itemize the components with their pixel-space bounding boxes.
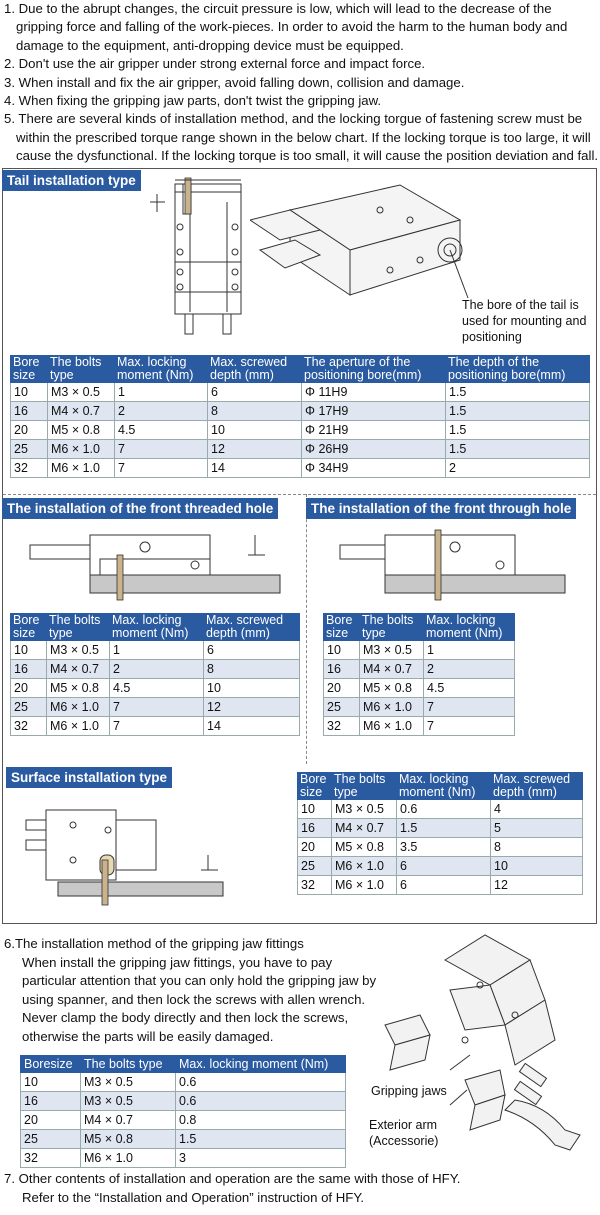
callout-line-1: The bore of the tail is: [462, 298, 579, 312]
table-cell: M6 × 1.0: [47, 717, 110, 736]
table-cell: M5 × 0.8: [47, 679, 110, 698]
col-max-locking-moment: Max. locking moment (Nm): [397, 773, 491, 800]
table-row: [298, 876, 583, 895]
table-cell: Φ 21H9: [302, 421, 446, 440]
table-cell: 12: [204, 698, 300, 717]
table-cell: 1.5: [446, 440, 590, 459]
front-threaded-drawing: [20, 525, 290, 605]
table-cell: 2: [446, 459, 590, 478]
table-cell: Φ 11H9: [302, 383, 446, 402]
table-cell: 32: [11, 459, 48, 478]
table-cell: 4.5: [110, 679, 204, 698]
table-cell: 1: [424, 641, 515, 660]
table-cell: 1.5: [176, 1130, 346, 1149]
separator-line: [306, 494, 307, 764]
table-cell: 16: [21, 1092, 81, 1111]
table-cell: M5 × 0.8: [360, 679, 424, 698]
table-cell: Φ 26H9: [302, 440, 446, 459]
exterior-arm-line-2: (Accessorie): [369, 1134, 439, 1148]
exterior-arm-line-1: Exterior arm: [369, 1118, 438, 1132]
table-cell: 6: [204, 641, 300, 660]
table-cell: 20: [21, 1111, 81, 1130]
table-cell: 16: [11, 402, 48, 421]
table-cell: 20: [324, 679, 360, 698]
table-cell: 10: [208, 421, 302, 440]
table-cell: M4 × 0.7: [48, 402, 115, 421]
table-cell: 1: [115, 383, 208, 402]
col-bolts-type: The bolts type: [81, 1056, 176, 1073]
col-bolts-type: The bolts type: [360, 614, 424, 641]
front-threaded-spec-table: [10, 613, 300, 736]
note-2: 2. Don't use the air gripper under strong external force and impact force.: [4, 56, 426, 72]
table-cell: 1: [110, 641, 204, 660]
callout-line-2: used for mounting and: [462, 314, 587, 328]
table-cell: 25: [11, 440, 48, 459]
table-cell: 7: [110, 698, 204, 717]
tail-front-view-drawing: [145, 172, 255, 347]
table-header-row: [11, 614, 300, 641]
table-cell: 6: [397, 857, 491, 876]
col-positioning-bore-depth: The depth of the positioning bore(mm): [446, 356, 590, 383]
installation-notes: [4, 0, 600, 166]
table-cell: 8: [204, 660, 300, 679]
table-row: [298, 838, 583, 857]
note-5: 5. There are several kinds of installation method, and the locking torgue of fastening screw must be within the prescribed torque range shown in the below chart. If the locking torque is too large, it will cause the dysfunctional. If the locking torque is too small, it will cause the position deviation and fall.: [4, 111, 599, 164]
table-cell: M6 × 1.0: [81, 1149, 176, 1168]
table-cell: 10: [204, 679, 300, 698]
table-cell: 20: [11, 679, 47, 698]
table-row: [11, 717, 300, 736]
table-cell: 7: [110, 717, 204, 736]
table-cell: 14: [204, 717, 300, 736]
front-through-spec-table: [323, 613, 515, 736]
table-cell: 2: [110, 660, 204, 679]
table-row: [324, 679, 515, 698]
table-row: [298, 800, 583, 819]
table-cell: 16: [11, 660, 47, 679]
jaw-fittings-spec-table: [20, 1055, 346, 1168]
table-cell: M4 × 0.7: [47, 660, 110, 679]
table-cell: 0.6: [397, 800, 491, 819]
table-cell: 2: [424, 660, 515, 679]
table-cell: M5 × 0.8: [332, 838, 397, 857]
table-cell: M3 × 0.5: [48, 383, 115, 402]
table-cell: 7: [424, 717, 515, 736]
table-cell: 6: [208, 383, 302, 402]
table-cell: 25: [324, 698, 360, 717]
col-positioning-bore-aperture: The aperture of the positioning bore(mm): [302, 356, 446, 383]
table-cell: 32: [324, 717, 360, 736]
table-cell: M5 × 0.8: [48, 421, 115, 440]
col-bolts-type: The bolts type: [47, 614, 110, 641]
table-row: [324, 660, 515, 679]
front-through-title: The installation of the front through hole: [306, 498, 576, 519]
table-row: [11, 641, 300, 660]
col-bore-size: Bore size: [324, 614, 360, 641]
table-cell: M3 × 0.5: [47, 641, 110, 660]
table-cell: 32: [11, 717, 47, 736]
table-cell: 10: [324, 641, 360, 660]
table-cell: 3.5: [397, 838, 491, 857]
table-cell: 25: [21, 1130, 81, 1149]
table-cell: M6 × 1.0: [360, 717, 424, 736]
col-max-locking-moment: Max. locking moment (Nm): [176, 1056, 346, 1073]
table-row: [11, 440, 590, 459]
gripping-jaws-label: Gripping jaws: [371, 1084, 447, 1098]
table-header-row: [21, 1056, 346, 1073]
table-cell: M6 × 1.0: [360, 698, 424, 717]
step-6-heading: 6.The installation method of the gripping jaw fittings: [4, 936, 304, 951]
step-7-line-1: 7. Other contents of installation and operation are the same with those of HFY.: [4, 1171, 461, 1186]
table-row: [11, 459, 590, 478]
tail-spec-table: [10, 355, 590, 478]
table-cell: M6 × 1.0: [332, 876, 397, 895]
table-cell: M3 × 0.5: [81, 1092, 176, 1111]
table-cell: 10: [298, 800, 332, 819]
table-cell: 7: [115, 440, 208, 459]
table-cell: M6 × 1.0: [47, 698, 110, 717]
table-cell: 4: [491, 800, 583, 819]
table-row: [11, 698, 300, 717]
table-cell: 7: [115, 459, 208, 478]
table-cell: 3: [176, 1149, 346, 1168]
table-row: [21, 1092, 346, 1111]
note-1: 1. Due to the abrupt changes, the circuit pressure is low, which will lead to the decrease of the gripping force and falling of the work-pieces. In order to avoid the harm to the human body and damage to the equipment, anti-dropping device must be equipped.: [4, 1, 568, 53]
table-cell: 4.5: [115, 421, 208, 440]
table-row: [21, 1149, 346, 1168]
step-6-body: When install the gripping jaw fittings, you have to pay particular attention that you can only hold the gripping jaw by using spanner, and then lock the screws with allen wrench. Never clamp the body directly and then lock the screws, otherwise the parts will be easily damaged.: [22, 954, 377, 1044]
table-row: [21, 1111, 346, 1130]
table-header-row: [324, 614, 515, 641]
col-max-screwed-depth: Max. screwed depth (mm): [208, 356, 302, 383]
table-row: [324, 641, 515, 660]
table-row: [11, 421, 590, 440]
table-cell: 1.5: [446, 402, 590, 421]
table-cell: 32: [298, 876, 332, 895]
col-max-screwed-depth: Max. screwed depth (mm): [204, 614, 300, 641]
table-cell: M3 × 0.5: [332, 800, 397, 819]
table-cell: 6: [397, 876, 491, 895]
separator-line: [3, 494, 596, 495]
table-cell: 0.6: [176, 1073, 346, 1092]
table-cell: 4.5: [424, 679, 515, 698]
table-cell: M6 × 1.0: [48, 459, 115, 478]
table-row: [298, 819, 583, 838]
table-cell: 16: [298, 819, 332, 838]
table-cell: 20: [11, 421, 48, 440]
table-row: [11, 402, 590, 421]
tail-bore-callout: [462, 297, 586, 345]
table-cell: Φ 17H9: [302, 402, 446, 421]
note-4: 4. When fixing the gripping jaw parts, don't twist the gripping jaw.: [4, 93, 382, 109]
table-cell: 8: [208, 402, 302, 421]
col-max-locking-moment: Max. locking moment (Nm): [115, 356, 208, 383]
table-cell: 0.6: [176, 1092, 346, 1111]
table-cell: 1.5: [446, 421, 590, 440]
table-cell: M6 × 1.0: [48, 440, 115, 459]
col-max-screwed-depth: Max. screwed depth (mm): [491, 773, 583, 800]
table-cell: 32: [21, 1149, 81, 1168]
table-row: [11, 679, 300, 698]
table-cell: 10: [21, 1073, 81, 1092]
front-through-drawing: [325, 525, 575, 605]
table-cell: 1.5: [446, 383, 590, 402]
table-cell: M4 × 0.7: [360, 660, 424, 679]
tail-installation-title: Tail installation type: [2, 170, 141, 191]
table-header-row: [298, 773, 583, 800]
table-cell: M5 × 0.8: [81, 1130, 176, 1149]
table-cell: 20: [298, 838, 332, 857]
table-cell: M4 × 0.7: [81, 1111, 176, 1130]
table-cell: 8: [491, 838, 583, 857]
step-6-section: [4, 935, 384, 1047]
step-7-section: [4, 1170, 460, 1207]
table-cell: 12: [491, 876, 583, 895]
table-cell: Φ 34H9: [302, 459, 446, 478]
col-max-locking-moment: Max. locking moment (Nm): [110, 614, 204, 641]
col-bolts-type: The bolts type: [48, 356, 115, 383]
table-cell: M3 × 0.5: [360, 641, 424, 660]
table-cell: 25: [11, 698, 47, 717]
col-bore-size: Bore size: [298, 773, 332, 800]
surface-spec-table: [297, 772, 583, 895]
callout-line-3: positioning: [462, 330, 522, 344]
table-row: [324, 717, 515, 736]
table-cell: 1.5: [397, 819, 491, 838]
table-cell: 16: [324, 660, 360, 679]
surface-installation-drawing: [18, 800, 228, 910]
surface-installation-title: Surface installation type: [6, 767, 172, 788]
step-7-line-2: Refer to the “Installation and Operation” instruction of HFY.: [22, 1189, 365, 1205]
col-bore-size: Bore size: [11, 356, 48, 383]
note-3: 3. When install and fix the air gripper, avoid falling down, collision and damage.: [4, 74, 465, 90]
table-cell: 10: [11, 641, 47, 660]
table-cell: 14: [208, 459, 302, 478]
table-cell: M4 × 0.7: [332, 819, 397, 838]
table-row: [324, 698, 515, 717]
table-cell: 7: [424, 698, 515, 717]
col-bore-size: Bore size: [11, 614, 47, 641]
table-row: [11, 660, 300, 679]
table-cell: 12: [208, 440, 302, 459]
table-cell: M6 × 1.0: [332, 857, 397, 876]
front-threaded-title: The installation of the front threaded hole: [2, 498, 278, 519]
table-row: [21, 1130, 346, 1149]
table-cell: 0.8: [176, 1111, 346, 1130]
table-cell: 2: [115, 402, 208, 421]
table-cell: 10: [11, 383, 48, 402]
table-header-row: [11, 356, 590, 383]
col-max-locking-moment: Max. locking moment (Nm): [424, 614, 515, 641]
table-row: [298, 857, 583, 876]
exterior-arm-label: [369, 1117, 438, 1149]
table-row: [21, 1073, 346, 1092]
table-cell: M3 × 0.5: [81, 1073, 176, 1092]
col-bolts-type: The bolts type: [332, 773, 397, 800]
table-row: [11, 383, 590, 402]
table-cell: 10: [491, 857, 583, 876]
table-cell: 5: [491, 819, 583, 838]
col-boresize: Boresize: [21, 1056, 81, 1073]
table-cell: 25: [298, 857, 332, 876]
tail-isometric-drawing: [250, 180, 470, 310]
